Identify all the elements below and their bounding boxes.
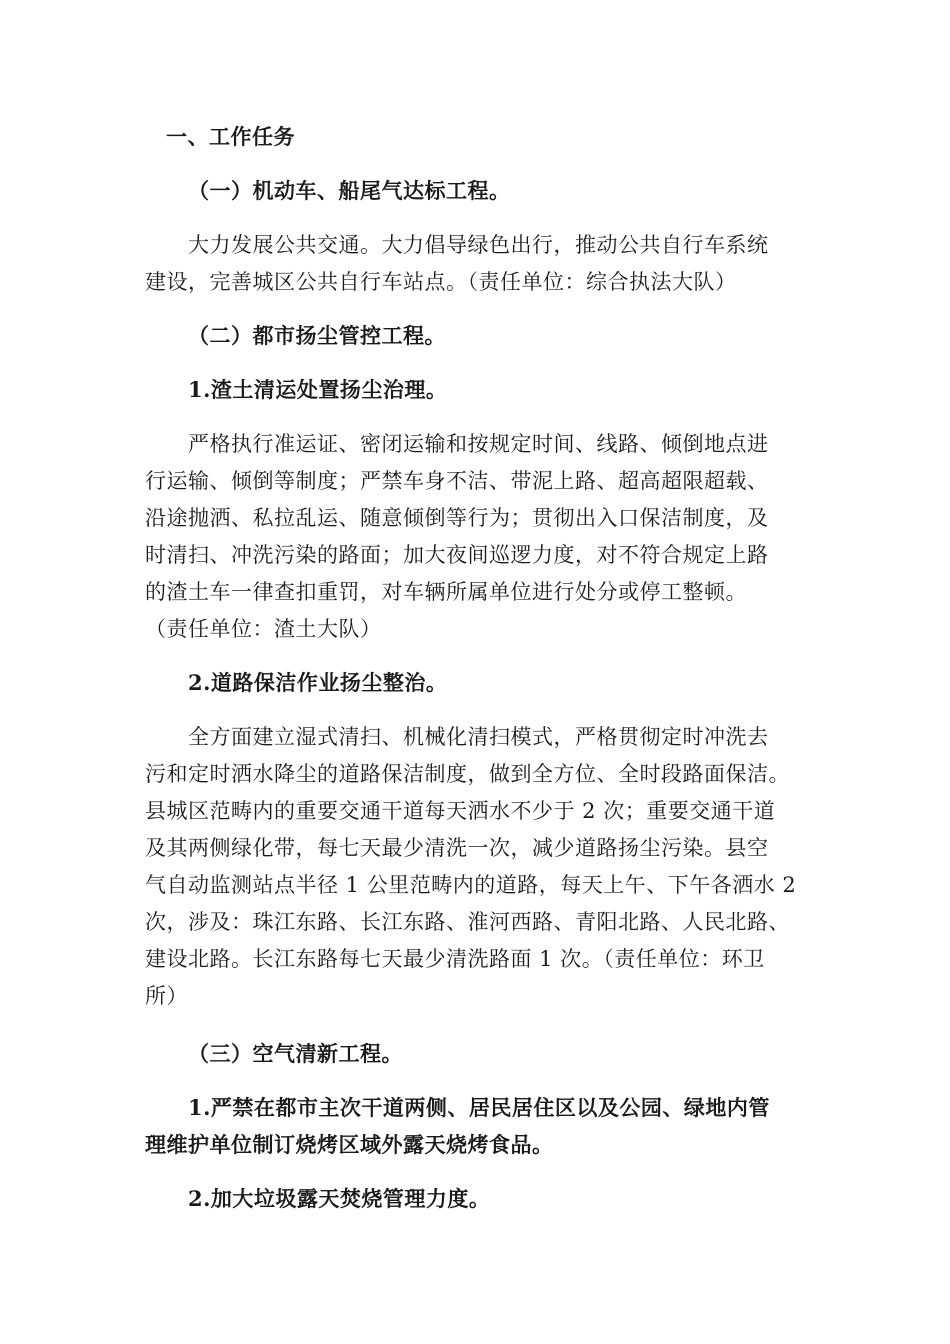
paragraph-line: 所） (145, 984, 188, 1008)
section-3-title: （三）空气清新工程。 (188, 1041, 403, 1066)
section-2-item-1-title: 1.渣土清运处置扬尘治理。 (188, 377, 448, 402)
paragraph-line: 建设，完善城区公共自行车站点。（责任单位：综合执法大队） (145, 270, 737, 294)
section-1-title: （一）机动车、船尾气达标工程。 (188, 178, 511, 203)
paragraph-line: 理维护单位制订烧烤区域外露天烧烤食品。 (145, 1132, 554, 1157)
section-2-title: （二）都市扬尘管控工程。 (188, 323, 446, 348)
paragraph-line: 污和定时洒水降尘的道路保洁制度，做到全方位、全时段路面保洁。 (145, 762, 790, 786)
paragraph-line: 的渣土车一律查扣重罚，对车辆所属单位进行处分或停工整顿。 (145, 580, 747, 604)
paragraph-line: 严格执行准运证、密闭运输和按规定时间、线路、倾倒地点进 (188, 432, 769, 456)
section-2-item-2-title: 2.道路保洁作业扬尘整治。 (188, 670, 448, 695)
paragraph-line: 县城区范畴内的重要交通干道每天洒水不少于 2 次；重要交通干道 (145, 799, 776, 823)
paragraph-line: （责任单位：渣土大队） (145, 617, 382, 641)
paragraph-line: 及其两侧绿化带，每七天最少清洗一次，减少道路扬尘污染。县空 (145, 836, 769, 860)
paragraph-line: 沿途抛洒、私拉乱运、随意倾倒等行为；贯彻出入口保洁制度，及 (145, 506, 769, 530)
paragraph-line: 气自动监测站点半径 1 公里范畴内的道路，每天上午、下午各洒水 2 (145, 873, 797, 897)
paragraph-line: 时清扫、冲洗污染的路面；加大夜间巡逻力度，对不符合规定上路 (145, 543, 769, 567)
paragraph-line: 行运输、倾倒等制度；严禁车身不洁、带泥上路、超高超限超载、 (145, 469, 769, 493)
paragraph-line: 全方面建立湿式清扫、机械化清扫模式，严格贯彻定时冲洗去 (188, 725, 769, 749)
section-3-item-2-title: 2.加大垃圾露天焚烧管理力度。 (188, 1186, 491, 1211)
paragraph-line: 次，涉及：珠江东路、长江东路、淮河西路、青阳北路、人民北路、 (145, 910, 790, 934)
paragraph-line: 大力发展公共交通。大力倡导绿色出行，推动公共自行车系统 (188, 233, 769, 257)
heading-work-tasks: 一、工作任务 (166, 124, 295, 149)
paragraph-line: 建设北路。长江东路每七天最少清洗路面 1 次。（责任单位：环卫 (145, 947, 765, 971)
paragraph-line: 1.严禁在都市主次干道两侧、居民居住区以及公园、绿地内管 (188, 1095, 770, 1120)
